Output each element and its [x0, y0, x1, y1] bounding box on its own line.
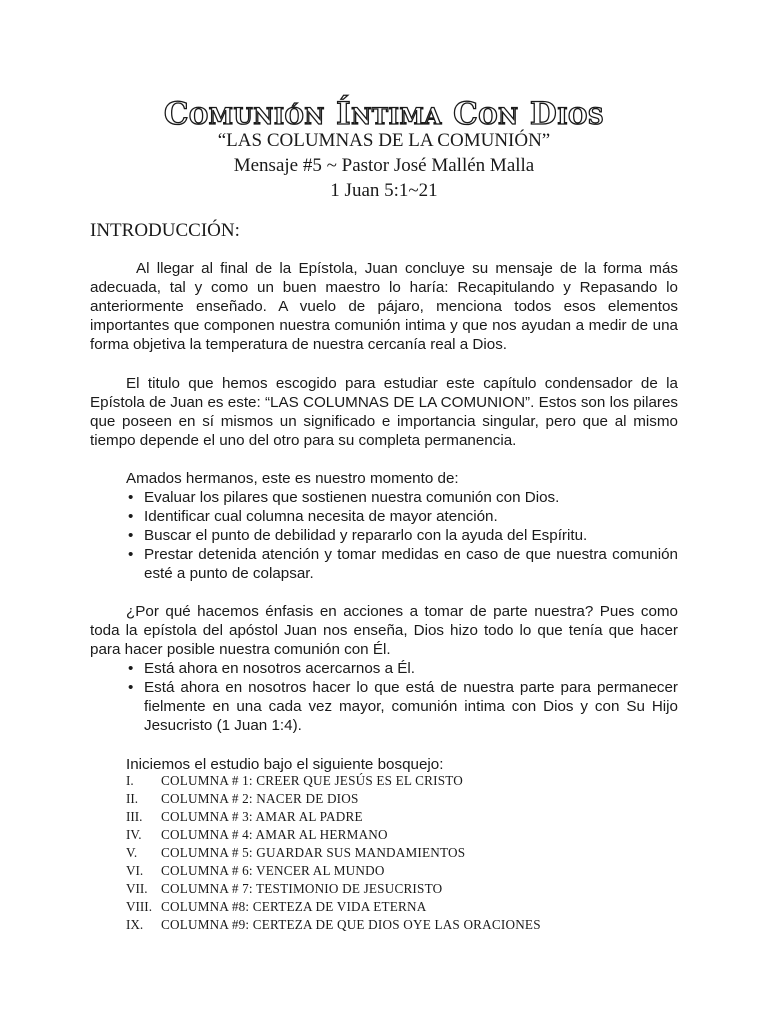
outline-item — [126, 844, 686, 862]
outline-number: IV. — [126, 827, 142, 842]
list-item-text: Identificar cual columna necesita de mayor atención. — [144, 508, 498, 525]
bullet-icon: • — [128, 660, 134, 677]
outline-number: IX. — [126, 917, 144, 932]
introduction-heading: INTRODUCCIÓN: — [90, 220, 240, 241]
list-item-text: Buscar el punto de debilidad y repararlo con la ayuda del Espíritu. — [144, 527, 588, 544]
outline-item — [126, 916, 686, 934]
bullet-icon: • — [128, 489, 134, 506]
list-item — [126, 507, 678, 526]
bullet-icon: • — [128, 679, 134, 696]
responsibility-list — [126, 659, 678, 735]
outline-item — [126, 880, 686, 898]
list-item-text: Está ahora en nosotros hacer lo que está de nuestra parte para permanecer fielmente en una cada vez mayor, comunión intima con Dios y con Su Hijo Jesucristo (1 Juan 1:4). — [144, 679, 678, 734]
list-item — [126, 659, 678, 678]
list-item — [126, 545, 678, 583]
outline-text: COLUMNA # 4: AMAR AL HERMANO — [161, 827, 388, 842]
outline-number: I. — [126, 773, 134, 788]
outline-text: COLUMNA #8: CERTEZA DE VIDA ETERNA — [161, 899, 427, 914]
outline-text: COLUMNA # 6: VENCER AL MUNDO — [161, 863, 385, 878]
paragraph-3 — [90, 469, 678, 583]
outline-text: COLUMNA # 7: TESTIMONIO DE JESUCRISTO — [161, 881, 443, 896]
paragraph-4 — [90, 602, 678, 735]
list-item-text: Evaluar los pilares que sostienen nuestra comunión con Dios. — [144, 489, 560, 506]
outline-item — [126, 772, 686, 790]
outline-number: VII. — [126, 881, 148, 896]
list-item-text: Está ahora en nosotros acercarnos a Él. — [144, 660, 415, 677]
outline-text: COLUMNA # 1: CREER QUE JESÚS ES EL CRISTO — [161, 773, 464, 788]
outline-number: VIII. — [126, 899, 152, 914]
outline-list — [126, 772, 686, 934]
outline-text: COLUMNA # 5: GUARDAR SUS MANDAMIENTOS — [161, 845, 466, 860]
paragraph-1 — [90, 259, 678, 354]
list-item — [126, 488, 678, 507]
document-title: Comunión Íntima Con Dios — [163, 96, 605, 132]
outline-item — [126, 898, 686, 916]
outline-number: II. — [126, 791, 139, 806]
message-line: Mensaje #5 ~ Pastor José Mallén Malla — [233, 155, 535, 176]
list-item-text: Prestar detenida atención y tomar medidas en caso de que nuestra comunión esté a punto de colapsar. — [144, 546, 678, 582]
list-item — [126, 678, 678, 735]
outline-item — [126, 826, 686, 844]
paragraph-3-body — [126, 469, 678, 583]
paragraph-4-text: ¿Por qué hacemos énfasis en acciones a tomar de parte nuestra? Pues como toda la epístola del apóstol Juan nos enseña, Dios hizo todo lo que tenía que hacer para hacer posible nuestra comunión con Él. — [90, 603, 678, 658]
paragraph-3-intro: Amados hermanos, este es nuestro momento de: — [126, 470, 459, 487]
bullet-icon: • — [128, 508, 134, 525]
action-list — [126, 488, 678, 583]
outline-number: VI. — [126, 863, 144, 878]
bullet-icon: • — [128, 546, 134, 563]
outline-text: COLUMNA #9: CERTEZA DE QUE DIOS OYE LAS ORACIONES — [161, 917, 541, 932]
paragraph-1-text: Al llegar al final de la Epístola, Juan concluye su mensaje de la forma más adecuada, tal y como un buen maestro lo haría: Recapitulando y Repasando lo anteriormente enseñado. A vuelo de pájaro, menciona todos esos elementos importantes que componen nuestra comunión intima y que nos ayudan a medir de una forma objetiva la temperatura de nuestra cercanía real a Dios. — [90, 260, 678, 353]
bullet-icon: • — [128, 527, 134, 544]
list-item — [126, 526, 678, 545]
scripture-reference: 1 Juan 5:1~21 — [330, 180, 438, 201]
outline-number: III. — [126, 809, 143, 824]
paragraph-4-list-wrap — [126, 659, 678, 735]
outline-item — [126, 862, 686, 880]
outline-text: COLUMNA # 3: AMAR AL PADRE — [161, 809, 363, 824]
outline-text: COLUMNA # 2: NACER DE DIOS — [161, 791, 359, 806]
outline-intro-text: Iniciemos el estudio bajo el siguiente bosquejo: — [126, 756, 444, 773]
outline-number: V. — [126, 845, 138, 860]
paragraph-2 — [90, 374, 678, 450]
document-subtitle: “LAS COLUMNAS DE LA COMUNIÓN” — [217, 130, 551, 151]
outline-item — [126, 808, 686, 826]
paragraph-2-text: El titulo que hemos escogido para estudiar este capítulo condensador de la Epístola de Juan es este: “LAS COLUMNAS DE LA COMUNION”. Estos son los pilares que poseen en sí mismos un significado e importancia singular, pero que al mismo tiempo depende el uno del otro para su completa permanencia. — [90, 375, 678, 449]
outline-item — [126, 790, 686, 808]
